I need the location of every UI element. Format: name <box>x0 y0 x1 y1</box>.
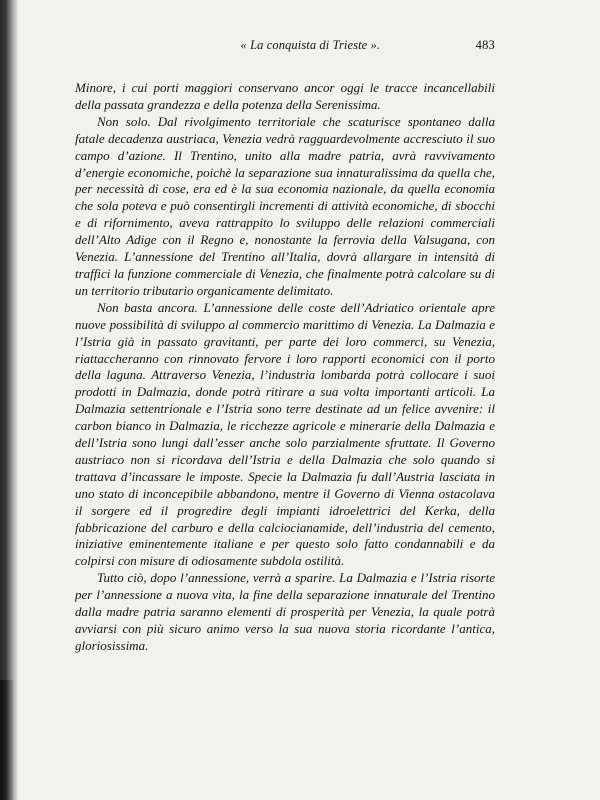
paragraph-continuation: Minore, i cui porti maggiori conservano ancor oggi le tracce incancellabili della passata grandezza e della potenza della Serenissima. <box>75 80 495 112</box>
body-text <box>75 80 495 655</box>
paragraph: Non basta ancora. L’annessione delle coste dell’Adriatico orientale apre nuove possibilità di sviluppo al commercio marittimo di Venezia. La Dalmazia e l’Istria già in passato gravitanti, per parte dei loro commerci, su Venezia, riattaccheranno con rinnovato fervore i loro rapporti economici con il porto della laguna. Attraverso Venezia, l’industria lombarda potrà collocare i suoi prodotti in Dalmazia, donde potrà ritirare a sua volta importanti articoli. La Dalmazia settentrionale e l’Istria sono terre destinate ad un felice avvenire: il carbon bianco in Dalmazia, le ricchezze agricole e minerarie della Dalmazia e dell’Istria sono lungi dall’esser anche solo parzialmente sfruttate. Il Governo austriaco non si ricordava dell’Istria e della Dalmazia che solo quando si trattava d’incassare le imposte. Specie la Dalmazia fu dall’Austria lasciata in uno stato di inconcepibile abbandono, mentre il Governo di Vienna ostacolava il sorgere ed il progredire degli impianti idroelettrici del Kerka, della fabbricazione del carburo e della calciocianamide, dell’industria del cemento, iniziative eminentemente italiane e per questo solo fatto condannabili e da colpirsi con misure di odiosamente subdola ostilità. <box>75 299 495 569</box>
scan-edge-dark-corner <box>0 680 14 800</box>
running-header <box>75 38 495 53</box>
paragraph: Non solo. Dal rivolgimento territoriale che scaturisce spontaneo dalla fatale decadenza austriaca, Venezia vedrà ragguardevolmente accresciuto il suo campo d’azione. Il Trentino, unito alla madre patria, avrà ravvivamento d’energie economiche, poichè la separazione sua innaturalissima da quella che, per necessità di cose, era ed è la sua economia nazionale, da quella economia che sola poteva e può consentirgli incrementi di attività economiche, di sbocchi e di rifornimento, aveva rattrappito lo sviluppo delle relazioni commerciali dell’Alto Adige con il Regno e, nonostante la ferrovia della Valsugana, con Venezia. L’annessione del Trentino all’Italia, dovrà allargare in intensità di traffici la funzione commerciale di Venezia, che finalmente potrà calcolare su di un territorio tributario organicamente delimitato. <box>75 113 495 298</box>
page-number: 483 <box>475 38 495 52</box>
paragraph: Tutto ciò, dopo l’annessione, verrà a sparire. La Dalmazia e l’Istria risorte per l’annessione a nuova vita, la fine della separazione innaturale del Trentino dalla madre patria saranno elementi di prosperità per Venezia, la quale potrà avviarsi con più sicuro animo verso la sua nuova storia ricordante l’antica, gloriosissima. <box>75 570 495 653</box>
running-title: « La conquista di Trieste ». <box>240 38 381 52</box>
